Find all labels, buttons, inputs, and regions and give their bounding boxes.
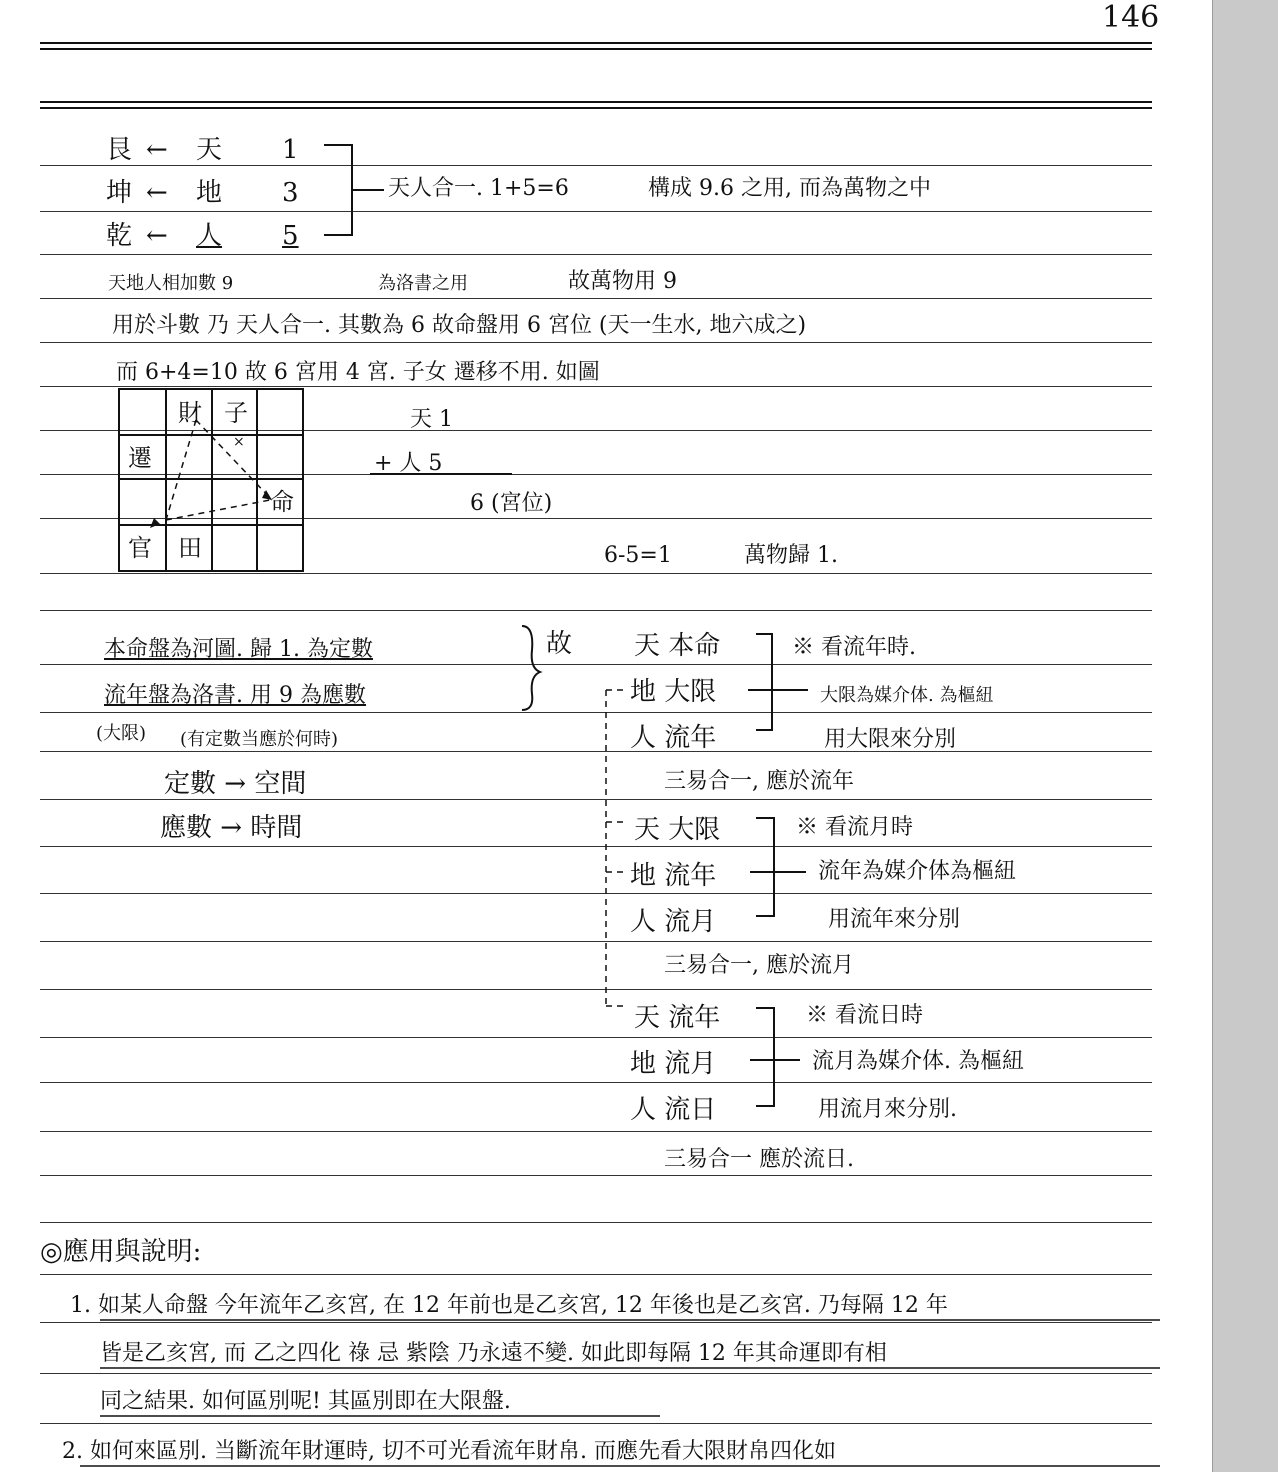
arrow-text: ←: [146, 178, 168, 208]
sum-d: 6-5=1: [604, 543, 672, 568]
palace-ming: 命: [270, 488, 294, 516]
group2-note-2: 流年為媒介体為樞紐: [818, 859, 1017, 884]
application-p1a: 1. 如某人命盤 今年流年乙亥宮, 在 12 年前也是乙亥宮, 12 年後也是乙亥宮. 乃每隔 12 年: [70, 1293, 948, 1318]
group2-note-3: 用流年來分別: [828, 907, 961, 932]
trigram-gua: 乾: [106, 221, 133, 251]
cross-mark: ×: [233, 434, 245, 450]
sum-e: 萬物歸 1.: [744, 543, 838, 568]
line-1a: 天地人相加數 9: [108, 273, 234, 294]
group1-note-1: ※ 看流年時.: [792, 635, 916, 660]
arrow-text: ←: [146, 221, 168, 251]
trigram-cai: 地: [196, 178, 223, 208]
palace-cai: 財: [178, 399, 202, 427]
group3-di: 地 流月: [630, 1049, 717, 1079]
group3-note-3: 用流月來分別.: [818, 1097, 957, 1122]
group1-summary: 三易合一, 應於流年: [664, 769, 854, 794]
group3-note-1: ※ 看流日時: [806, 1003, 923, 1028]
group2-tian: 天 大限: [634, 815, 721, 845]
sum-b: + 人 5: [374, 451, 443, 476]
application-p1c: 同之結果. 如何區別呢! 其區別即在大限盤.: [100, 1389, 511, 1414]
palace-qian: 遷: [128, 444, 152, 472]
trigram-summary-2: 構成 9.6 之用, 而為萬物之中: [648, 176, 931, 201]
group1-note-3: 用大限來分別: [824, 727, 957, 752]
group1-ren: 人 流年: [630, 723, 717, 753]
line-3: 而 6+4=10 故 6 宮用 4 宮. 子女 遷移不用. 如圖: [116, 360, 600, 385]
group1-di: 地 大限: [630, 677, 717, 707]
left-line-3a: (大限): [96, 723, 147, 744]
left-line-4: 定數 → 空間: [164, 769, 307, 799]
line-1c: 故萬物用 9: [568, 269, 677, 294]
group1-tian: 天 本命: [634, 631, 721, 661]
trigram-num: 5: [282, 221, 299, 251]
group2-di: 地 流年: [630, 861, 717, 891]
group1-note-2: 大限為媒介体. 為樞紐: [820, 685, 994, 706]
group3-ren: 人 流日: [630, 1095, 717, 1125]
group3-tian: 天 流年: [634, 1003, 721, 1033]
left-line-5: 應數 → 時間: [160, 813, 303, 843]
trigram-num: 1: [282, 135, 299, 165]
group2-ren: 人 流月: [630, 907, 717, 937]
gu-text: 故: [546, 629, 573, 659]
palace-guan: 官: [128, 534, 152, 562]
palace-zi: 子: [224, 399, 248, 427]
trigram-cai: 人: [196, 221, 223, 251]
left-line-2: 流年盤為洛書. 用 9 為應數: [104, 683, 366, 708]
trigram-gua: 坤: [106, 178, 133, 208]
page-number: 146: [1102, 0, 1160, 35]
sum-a: 天 1: [410, 407, 453, 432]
trigram-summary: 天人合一. 1+5=6: [388, 176, 569, 201]
group3-summary: 三易合一 應於流日.: [664, 1147, 854, 1172]
trigram-cai: 天: [196, 135, 223, 165]
application-p2: 2. 如何來區別. 当斷流年財運時, 切不可光看流年財帛. 而應先看大限財帛四化如: [62, 1439, 836, 1464]
left-line-3b: (有定數当應於何時): [180, 729, 339, 750]
sum-c: 6 (宮位): [470, 491, 553, 516]
palace-tian: 田: [178, 534, 202, 562]
group2-note-1: ※ 看流月時: [796, 815, 913, 840]
viewer-scroll-edge[interactable]: [1212, 0, 1278, 1472]
arrow-text: ←: [146, 135, 168, 165]
group2-summary: 三易合一, 應於流月: [664, 953, 854, 978]
trigram-gua: 艮: [106, 135, 133, 165]
left-line-1: 本命盤為河圖. 歸 1. 為定數: [104, 637, 373, 662]
line-1b: 為洛書之用: [378, 273, 468, 294]
application-title: ◎應用與說明:: [40, 1237, 202, 1267]
application-p1b: 皆是乙亥宮, 而 乙之四化 祿 忌 紫陰 乃永遠不變. 如此即每隔 12 年其命運即有相: [100, 1341, 887, 1366]
group3-note-2: 流月為媒介体. 為樞紐: [812, 1049, 1024, 1074]
trigram-num: 3: [282, 178, 299, 208]
line-2: 用於斗數 乃 天人合一. 其數為 6 故命盤用 6 宮位 (天一生水, 地六成之): [112, 313, 807, 338]
